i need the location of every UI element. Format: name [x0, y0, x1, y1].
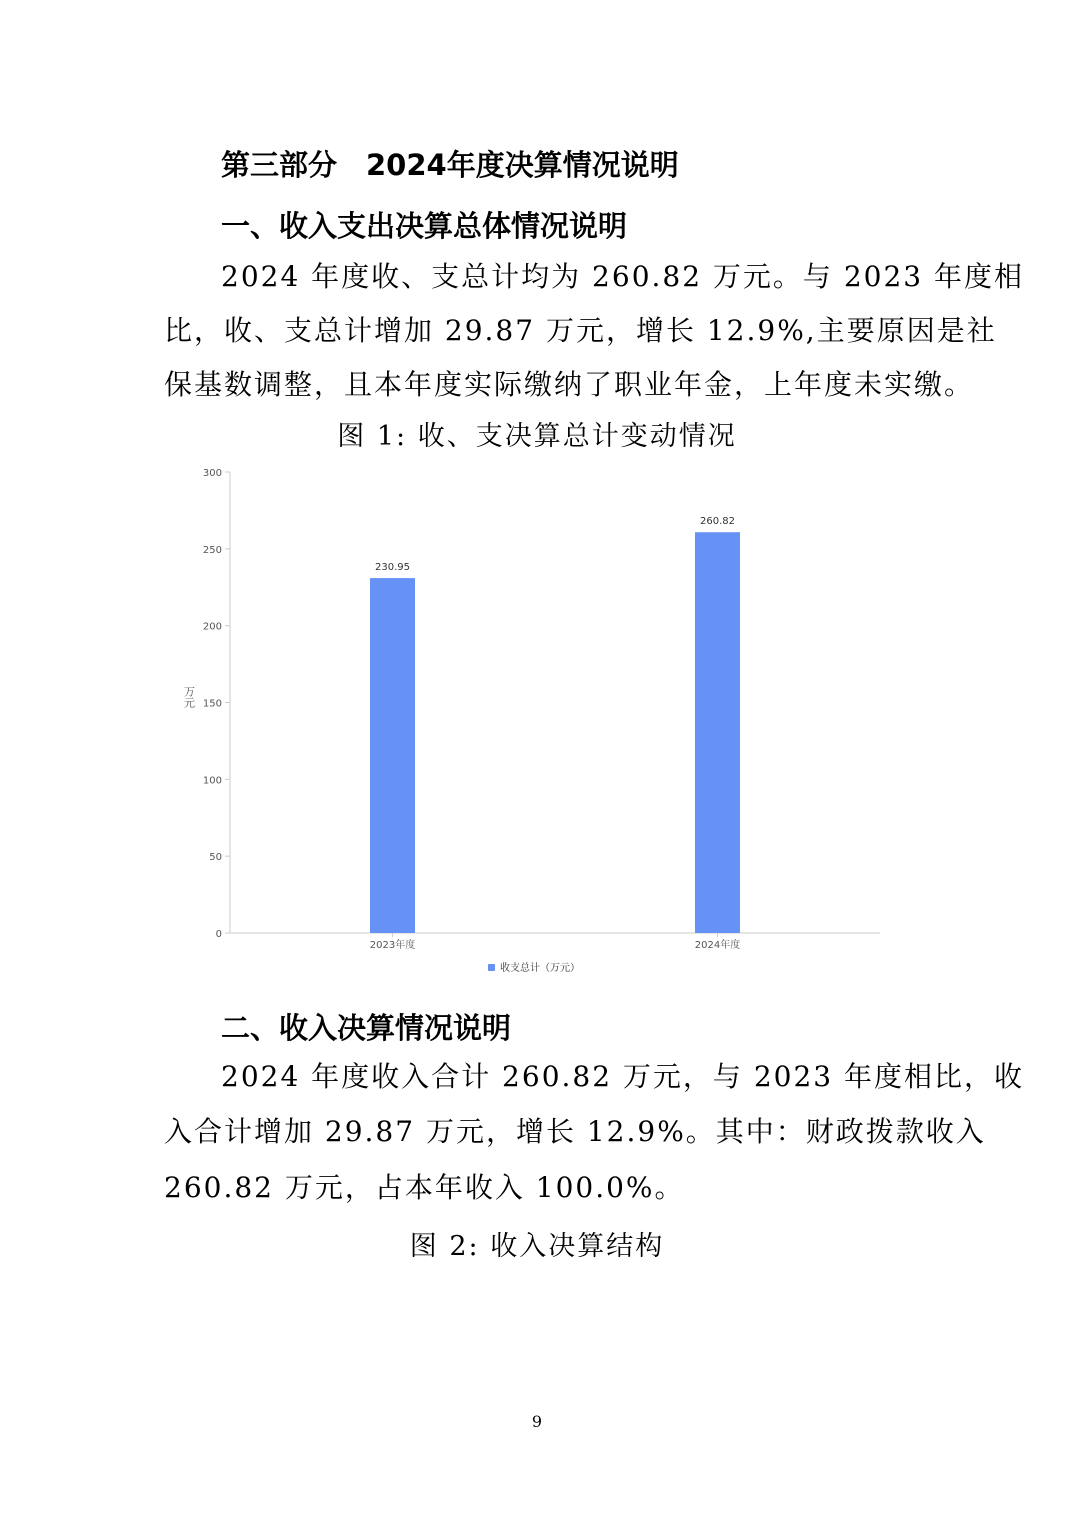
section-1-heading: 一、收入支出决算总体情况说明 [221, 209, 628, 243]
y-tick-label: 0 [215, 929, 222, 940]
section-1-line-2: 比，收、支总计增加 29.87 万元，增长 12.9%,主要原因是社 [164, 314, 997, 347]
section-2-heading: 二、收入决算情况说明 [221, 1011, 512, 1045]
figure-1-caption: 图 1: 收、支决算总计变动情况 [337, 421, 737, 452]
section-2-line-1: 2024 年度收入合计 260.82 万元，与 2023 年度相比，收 [221, 1060, 1024, 1093]
y-tick-label: 150 [202, 698, 222, 710]
figure-2-caption: 图 2: 收入决算结构 [409, 1231, 665, 1262]
bar-data-label: 260.82 [700, 516, 735, 528]
legend-swatch [488, 964, 495, 971]
y-tick-label: 200 [202, 621, 222, 633]
bar [370, 578, 415, 933]
section-2-line-3: 260.82 万元，占本年收入 100.0%。 [164, 1171, 685, 1204]
section-1-line-3: 保基数调整，且本年度实际缴纳了职业年金，上年度未实缴。 [164, 368, 975, 401]
bar-data-label: 230.95 [375, 562, 410, 574]
legend-label: 收支总计（万元） [500, 963, 580, 974]
y-axis-label: 万元 [182, 686, 196, 708]
x-tick-label: 2024年度 [694, 940, 741, 951]
section-2-line-2: 入合计增加 29.87 万元，增长 12.9%。其中：财政拨款收入 [164, 1115, 986, 1148]
y-tick-label: 250 [202, 544, 222, 556]
y-tick-label: 50 [209, 852, 222, 864]
bar-chart [0, 455, 1074, 1015]
page-number: 9 [531, 1412, 543, 1431]
bar [695, 532, 740, 933]
section-1-line-1: 2024 年度收、支总计均为 260.82 万元。与 2023 年度相 [221, 260, 1024, 293]
y-tick-label: 300 [202, 468, 222, 479]
part-title: 第三部分 2024年度决算情况说明 [221, 148, 679, 182]
x-tick-label: 2023年度 [369, 940, 416, 951]
y-tick-label: 100 [202, 775, 222, 787]
